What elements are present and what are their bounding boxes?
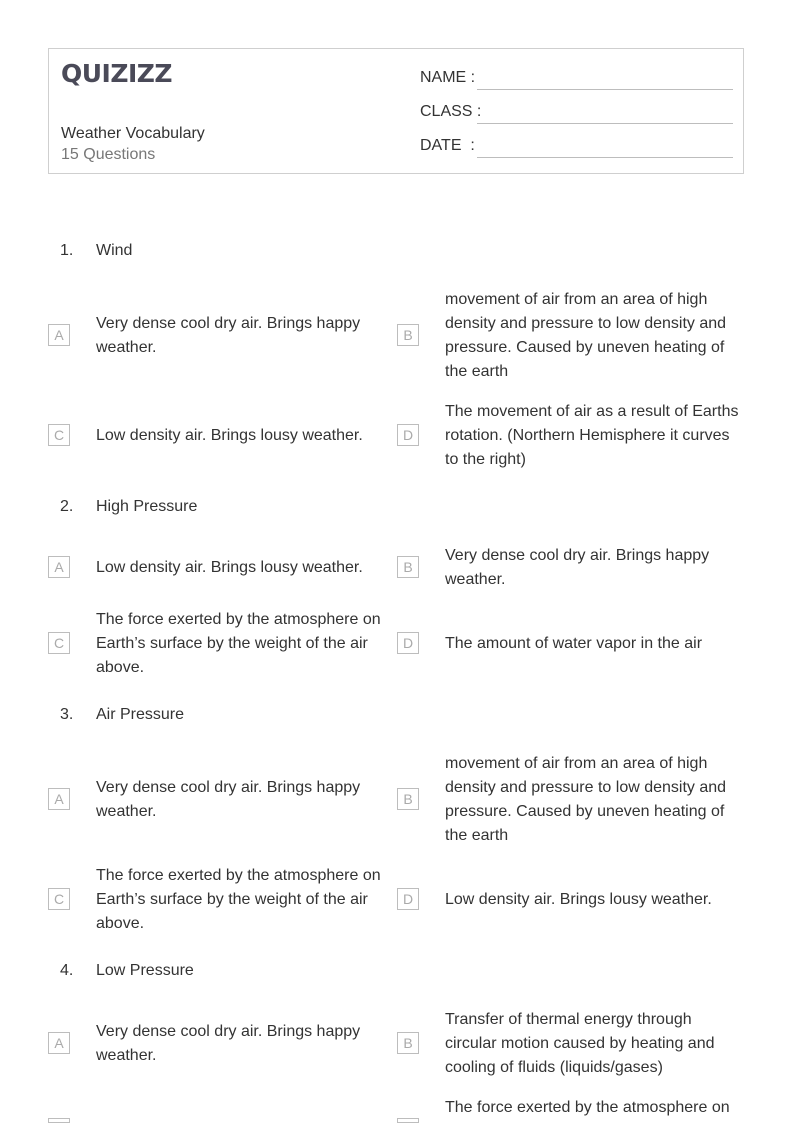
- option-a-text: Very dense cool dry air. Brings happy weather.: [96, 315, 361, 356]
- option-d-text: The movement of air as a result of Earths rotation. (Northern Hemisphere it curves to the right): [445, 403, 739, 468]
- question-count: 15 Questions: [61, 146, 156, 163]
- option-d-text: Low density air. Brings lousy weather.: [445, 891, 712, 908]
- option-b-text: movement of air from an area of high density and pressure to low density and pressure. Caused by uneven heating of the earth: [445, 755, 727, 844]
- question-number: 1.: [60, 242, 74, 259]
- option-c-box: C: [48, 632, 70, 654]
- question-text: High Pressure: [96, 498, 198, 515]
- option-b-box: B: [397, 788, 419, 810]
- question-number: 3.: [60, 706, 74, 723]
- option-c-box: C: [48, 424, 70, 446]
- option-a-text: Very dense cool dry air. Brings happy weather.: [96, 779, 361, 820]
- option-b-text: Very dense cool dry air. Brings happy weather.: [445, 547, 710, 588]
- worksheet-title: Weather Vocabulary: [61, 125, 205, 142]
- option-c-text: Low density air. Brings lousy weather.: [96, 427, 363, 444]
- quizizz-logo: QUIZIZZ: [61, 59, 173, 88]
- option-d-text: The force exerted by the atmosphere on: [445, 1099, 730, 1116]
- class-label: CLASS :: [420, 103, 482, 120]
- option-b-text: Transfer of thermal energy through circular motion caused by heating and cooling of fluids (liquids/gases): [445, 1011, 715, 1076]
- date-line: [477, 157, 733, 158]
- question-number: 4.: [60, 962, 74, 979]
- option-a-box: A: [48, 324, 70, 346]
- option-c-text: The force exerted by the atmosphere on Earth’s surface by the weight of the air above.: [96, 611, 381, 676]
- question-text: Air Pressure: [96, 706, 185, 723]
- question-text: Wind: [96, 242, 133, 259]
- option-a-box: A: [48, 556, 70, 578]
- option-d-box: D: [397, 888, 419, 910]
- option-b-box: B: [397, 556, 419, 578]
- option-a-text: Low density air. Brings lousy weather.: [96, 559, 363, 576]
- option-b-box: B: [397, 324, 419, 346]
- worksheet-header: [48, 48, 744, 174]
- option-c-box: C: [48, 888, 70, 910]
- date-label: DATE :: [420, 137, 475, 154]
- option-c-text: The force exerted by the atmosphere on Earth’s surface by the weight of the air above.: [96, 867, 381, 932]
- option-a-box: A: [48, 788, 70, 810]
- option-a-text: Very dense cool dry air. Brings happy weather.: [96, 1023, 361, 1064]
- class-line: [477, 123, 733, 124]
- option-d-box: D: [397, 424, 419, 446]
- option-b-text: movement of air from an area of high density and pressure to low density and pressure. Caused by uneven heating of the earth: [445, 291, 727, 380]
- option-b-box: B: [397, 1032, 419, 1054]
- option-d-text: The amount of water vapor in the air: [445, 635, 703, 652]
- question-text: Low Pressure: [96, 962, 194, 979]
- question-number: 2.: [60, 498, 74, 515]
- option-d-box: D: [397, 632, 419, 654]
- name-label: NAME :: [420, 69, 476, 86]
- name-line: [477, 89, 733, 90]
- option-c-box: [48, 1118, 70, 1123]
- option-d-box: [397, 1118, 419, 1123]
- option-a-box: A: [48, 1032, 70, 1054]
